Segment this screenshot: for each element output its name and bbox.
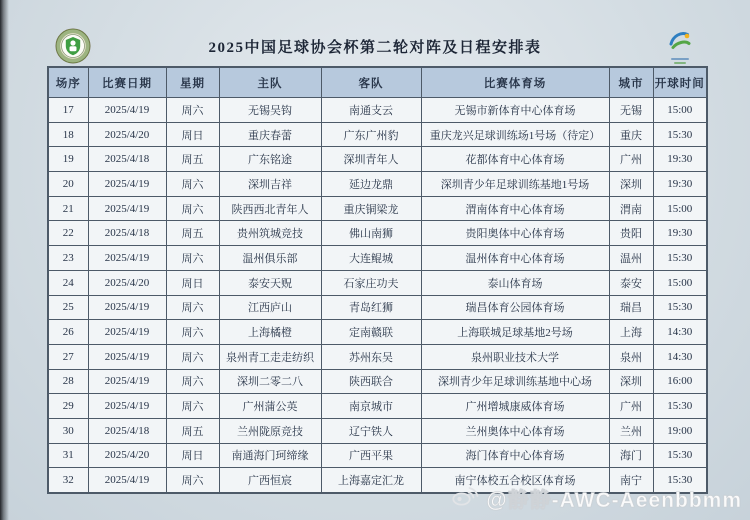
cell-weekday: 周五: [166, 221, 219, 246]
cell-weekday: 周六: [166, 344, 219, 369]
cell-city: 兰州: [609, 418, 653, 443]
cell-city: 泉州: [609, 344, 653, 369]
cell-weekday: 周六: [166, 98, 219, 123]
cell-kickoff-time: 14:30: [653, 320, 707, 345]
cell-stadium: 泰山体育场: [421, 270, 609, 295]
cell-date: 2025/4/18: [88, 418, 166, 443]
cell-home-team: 深圳吉祥: [219, 172, 321, 197]
cell-city: 温州: [609, 246, 653, 271]
cell-stadium: 上海联城足球基地2号场: [421, 320, 609, 345]
table-row: [48, 369, 707, 394]
cell-home-team: 泰安天贶: [219, 270, 321, 295]
watermark: [451, 484, 742, 514]
cfa-cup-logo: [666, 28, 694, 62]
cell-home-team: 广州蒲公英: [219, 394, 321, 419]
cell-weekday: 周六: [166, 320, 219, 345]
cell-home-team: 无锡吴钩: [219, 98, 321, 123]
cell-away-team: 定南赣联: [321, 320, 421, 345]
cell-away-team: 大连鲲城: [321, 246, 421, 271]
cell-kickoff-time: 15:00: [653, 98, 707, 123]
cell-date: 2025/4/19: [88, 246, 166, 271]
photo-dark-edge: [0, 0, 9, 520]
cell-match-no: 27: [48, 344, 88, 369]
cell-date: 2025/4/20: [88, 122, 166, 147]
weibo-icon: [451, 485, 479, 513]
table-row: [48, 246, 707, 271]
cell-date: 2025/4/19: [88, 295, 166, 320]
cell-match-no: 31: [48, 443, 88, 468]
cell-away-team: 广西平果: [321, 443, 421, 468]
cell-date: 2025/4/19: [88, 172, 166, 197]
cell-weekday: 周五: [166, 147, 219, 172]
watermark-text: @静静-AWC-Aeenbbmm: [486, 489, 742, 512]
cell-kickoff-time: 16:00: [653, 369, 707, 394]
table-row: [48, 98, 707, 123]
table-header-row: [48, 67, 707, 98]
cell-stadium: 南宁体校五合校区体育场: [421, 468, 609, 493]
cell-match-no: 29: [48, 394, 88, 419]
cell-kickoff-time: 19:30: [653, 221, 707, 246]
column-header-away-team: 客队: [321, 67, 421, 98]
cell-city: 泰安: [609, 270, 653, 295]
table-row: [48, 221, 707, 246]
cell-weekday: 周六: [166, 196, 219, 221]
cell-kickoff-time: 19:30: [653, 172, 707, 197]
cell-stadium: 重庆龙兴足球训练场1号场（待定）: [421, 122, 609, 147]
table-row: [48, 344, 707, 369]
cell-away-team: 石家庄功夫: [321, 270, 421, 295]
cell-match-no: 30: [48, 418, 88, 443]
cell-city: 重庆: [609, 122, 653, 147]
cell-stadium: 泉州职业技术大学: [421, 344, 609, 369]
cell-away-team: 上海嘉定汇龙: [321, 468, 421, 493]
cell-home-team: 江西庐山: [219, 295, 321, 320]
cell-away-team: 南京城市: [321, 394, 421, 419]
cell-away-team: 青岛红狮: [321, 295, 421, 320]
cell-city: 深圳: [609, 369, 653, 394]
cell-weekday: 周日: [166, 270, 219, 295]
cell-city: 深圳: [609, 172, 653, 197]
cell-away-team: 重庆铜梁龙: [321, 196, 421, 221]
cell-city: 南宁: [609, 468, 653, 493]
column-header-date: 比赛日期: [88, 67, 166, 98]
cell-home-team: 南通海门珂缔缘: [219, 443, 321, 468]
cell-stadium: 海门体育中心体育场: [421, 443, 609, 468]
cell-kickoff-time: 15:30: [653, 394, 707, 419]
cell-home-team: 上海橘橙: [219, 320, 321, 345]
cell-away-team: 广东广州豹: [321, 122, 421, 147]
schedule-table: [47, 66, 708, 494]
cell-match-no: 19: [48, 147, 88, 172]
cell-date: 2025/4/18: [88, 221, 166, 246]
table-row: [48, 122, 707, 147]
cell-date: 2025/4/19: [88, 98, 166, 123]
cell-weekday: 周日: [166, 443, 219, 468]
column-header-home-team: 主队: [219, 67, 321, 98]
cell-kickoff-time: 15:00: [653, 196, 707, 221]
cell-stadium: 花都体育中心体育场: [421, 147, 609, 172]
cell-stadium: 瑞昌体育公园体育场: [421, 295, 609, 320]
cell-weekday: 周六: [166, 394, 219, 419]
cell-away-team: 南通支云: [321, 98, 421, 123]
cell-weekday: 周六: [166, 246, 219, 271]
cell-stadium: 兰州奥体中心体育场: [421, 418, 609, 443]
cell-home-team: 泉州青工走走纺织: [219, 344, 321, 369]
cell-kickoff-time: 14:30: [653, 344, 707, 369]
cell-stadium: 深圳青少年足球训练基地1号场: [421, 172, 609, 197]
cell-date: 2025/4/19: [88, 320, 166, 345]
cell-match-no: 24: [48, 270, 88, 295]
cell-home-team: 广东铭途: [219, 147, 321, 172]
cell-away-team: 深圳青年人: [321, 147, 421, 172]
cell-match-no: 17: [48, 98, 88, 123]
cell-match-no: 26: [48, 320, 88, 345]
cell-stadium: 深圳青少年足球训练基地中心场: [421, 369, 609, 394]
cell-match-no: 22: [48, 221, 88, 246]
column-header-kickoff-time: 开球时间: [653, 67, 707, 98]
cell-stadium: 渭南体育中心体育场: [421, 196, 609, 221]
column-header-match-no: 场序: [48, 67, 88, 98]
cell-match-no: 18: [48, 122, 88, 147]
cell-away-team: 延边龙鼎: [321, 172, 421, 197]
cell-stadium: 温州体育中心体育场: [421, 246, 609, 271]
cell-match-no: 28: [48, 369, 88, 394]
cell-kickoff-time: 15:30: [653, 295, 707, 320]
cell-away-team: 陕西联合: [321, 369, 421, 394]
cell-kickoff-time: 19:30: [653, 147, 707, 172]
cell-match-no: 21: [48, 196, 88, 221]
cell-kickoff-time: 15:00: [653, 270, 707, 295]
page-title: 2025中国足球协会杯第二轮对阵及日程安排表: [208, 40, 542, 56]
table-row: [48, 172, 707, 197]
cell-weekday: 周日: [166, 122, 219, 147]
cell-weekday: 周六: [166, 295, 219, 320]
cell-city: 瑞昌: [609, 295, 653, 320]
cell-weekday: 周六: [166, 172, 219, 197]
cell-date: 2025/4/19: [88, 468, 166, 493]
cell-away-team: 辽宁铁人: [321, 418, 421, 443]
cell-city: 无锡: [609, 98, 653, 123]
cell-stadium: 贵阳奥体中心体育场: [421, 221, 609, 246]
cell-kickoff-time: 15:30: [653, 468, 707, 493]
cell-kickoff-time: 15:30: [653, 122, 707, 147]
cell-home-team: 温州俱乐部: [219, 246, 321, 271]
cell-weekday: 周六: [166, 468, 219, 493]
cell-date: 2025/4/20: [88, 443, 166, 468]
cfa-cup-logo-caption: [666, 58, 694, 64]
cell-city: 上海: [609, 320, 653, 345]
cell-city: 海门: [609, 443, 653, 468]
cell-date: 2025/4/20: [88, 270, 166, 295]
cell-away-team: 苏州东吴: [321, 344, 421, 369]
column-header-stadium: 比赛体育场: [421, 67, 609, 98]
cell-away-team: 佛山南狮: [321, 221, 421, 246]
cell-date: 2025/4/19: [88, 344, 166, 369]
table-row: [48, 295, 707, 320]
cell-kickoff-time: 19:00: [653, 418, 707, 443]
cell-date: 2025/4/19: [88, 196, 166, 221]
cell-weekday: 周六: [166, 369, 219, 394]
cell-home-team: 陕西西北青年人: [219, 196, 321, 221]
cell-match-no: 25: [48, 295, 88, 320]
table-row: [48, 418, 707, 443]
cell-weekday: 周五: [166, 418, 219, 443]
cell-home-team: 重庆春蕾: [219, 122, 321, 147]
cell-match-no: 23: [48, 246, 88, 271]
cell-kickoff-time: 15:30: [653, 443, 707, 468]
cell-match-no: 32: [48, 468, 88, 493]
cell-kickoff-time: 15:30: [653, 246, 707, 271]
cell-date: 2025/4/18: [88, 147, 166, 172]
table-row: [48, 394, 707, 419]
cell-home-team: 兰州陇原竞技: [219, 418, 321, 443]
cell-city: 贵阳: [609, 221, 653, 246]
column-header-city: 城市: [609, 67, 653, 98]
table-row: [48, 147, 707, 172]
cell-home-team: 贵州筑城竞技: [219, 221, 321, 246]
cell-date: 2025/4/19: [88, 394, 166, 419]
cell-match-no: 20: [48, 172, 88, 197]
cell-stadium: 广州增城康威体育场: [421, 394, 609, 419]
cell-home-team: 深圳二零二八: [219, 369, 321, 394]
cell-date: 2025/4/19: [88, 369, 166, 394]
table-row: [48, 196, 707, 221]
cell-home-team: 广西恒宸: [219, 468, 321, 493]
column-header-weekday: 星期: [166, 67, 219, 98]
table-row: [48, 270, 707, 295]
cell-stadium: 无锡市新体育中心体育场: [421, 98, 609, 123]
cell-city: 广州: [609, 394, 653, 419]
cell-city: 广州: [609, 147, 653, 172]
cell-city: 渭南: [609, 196, 653, 221]
table-row: [48, 320, 707, 345]
table-row: [48, 443, 707, 468]
